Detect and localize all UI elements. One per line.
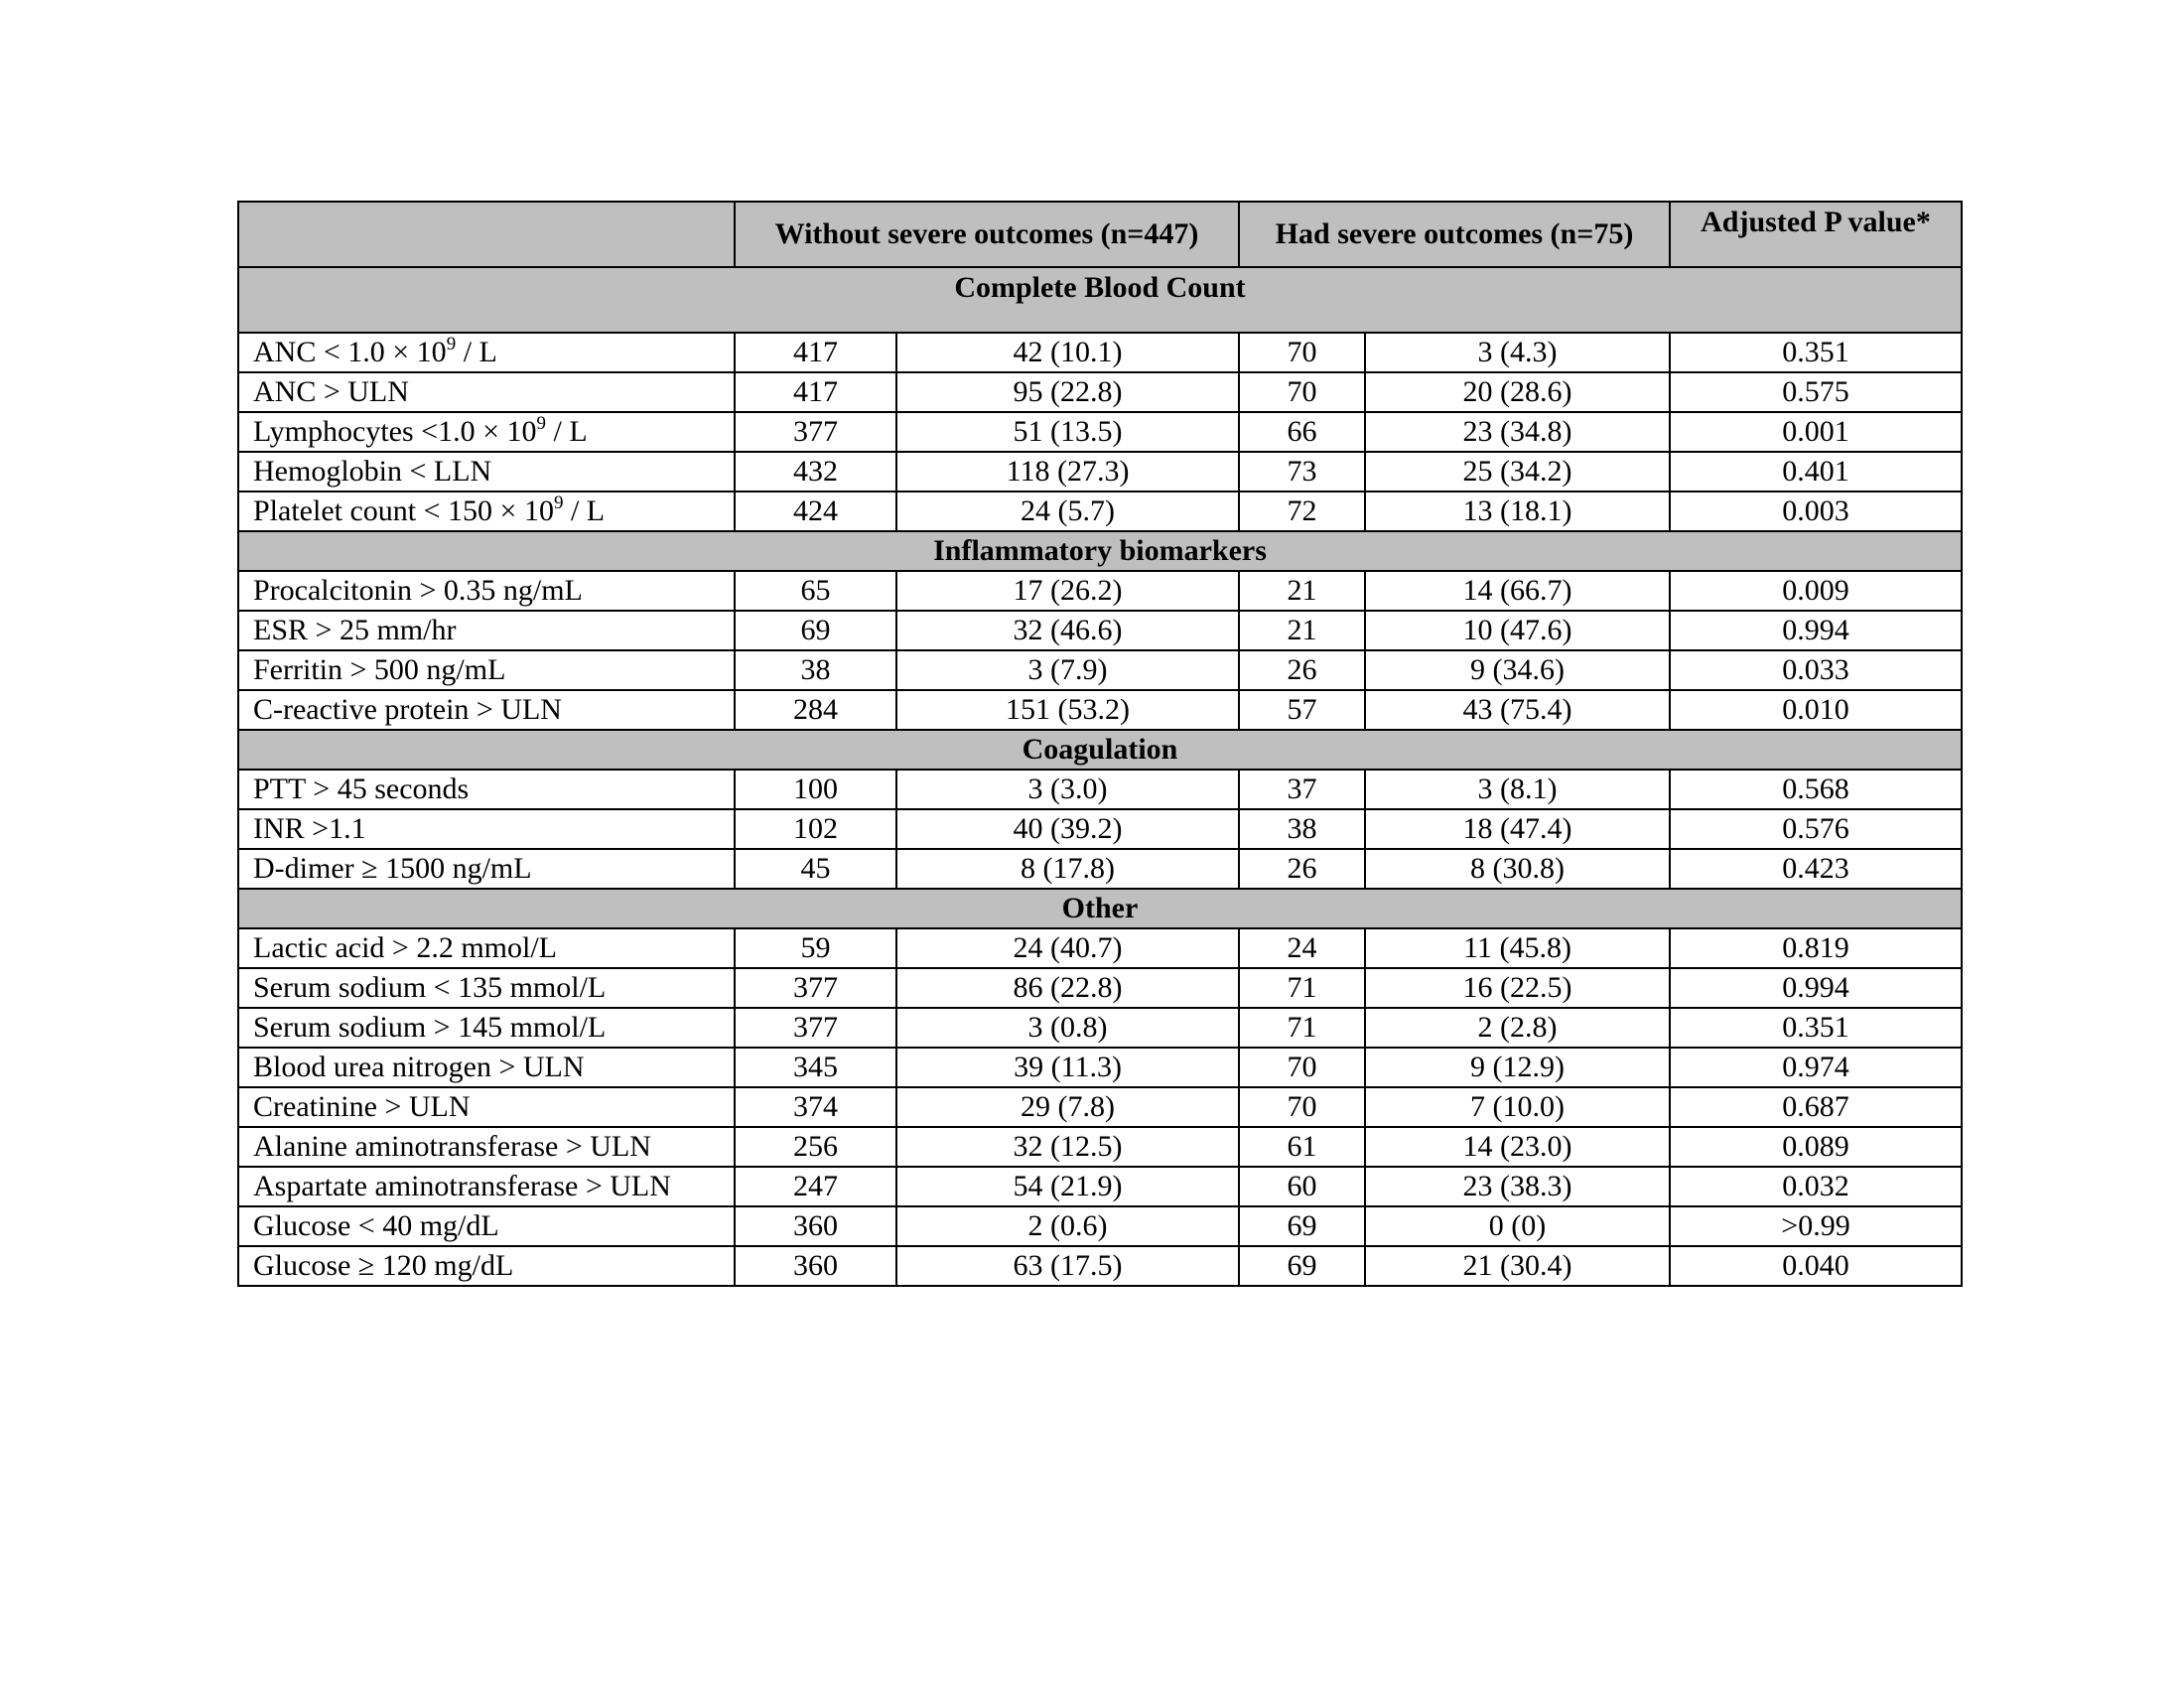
row-label: Alanine aminotransferase > ULN [253,1130,651,1163]
without-count-pct-cell: 54 (21.9) [896,1167,1239,1206]
table-row [238,333,1962,372]
table-row [238,690,1962,730]
without-count-pct-cell: 63 (17.5) [896,1246,1239,1286]
row-label-cell [238,849,735,889]
row-label: Glucose < 40 mg/dL [253,1209,499,1242]
had-n-cell: 70 [1239,333,1365,372]
row-label: ANC > ULN [253,375,409,408]
row-label-unit: / L [563,494,606,527]
row-label-exponent: 9 [536,413,546,434]
row-label: ESR > 25 mm/hr [253,614,457,646]
row-label: Procalcitonin > 0.35 ng/mL [253,574,583,607]
without-n-cell: 69 [735,611,896,650]
table-row [238,372,1962,412]
section-row [238,531,1962,571]
without-n-cell: 360 [735,1206,896,1246]
results-table-container [237,201,1961,1287]
row-label-unit: / L [545,415,588,448]
had-count-pct-cell: 43 (75.4) [1365,690,1670,730]
row-label-cell [238,611,735,650]
table-row [238,650,1962,690]
without-n-cell: 45 [735,849,896,889]
without-n-cell: 377 [735,412,896,452]
without-count-pct-cell: 39 (11.3) [896,1048,1239,1087]
lab-results-table [237,201,1963,1287]
p-value-cell: 0.351 [1670,1008,1962,1048]
table-body [238,267,1962,1286]
without-count-pct-cell: 2 (0.6) [896,1206,1239,1246]
p-value-cell: 0.010 [1670,690,1962,730]
row-label: Platelet count < 150 × 10 [253,494,554,527]
row-label: ANC < 1.0 × 10 [253,336,447,368]
table-row [238,452,1962,492]
row-label: Lymphocytes <1.0 × 10 [253,415,537,448]
section-title: Complete Blood Count [238,267,1962,333]
row-label-cell [238,770,735,809]
had-count-pct-cell: 0 (0) [1365,1206,1670,1246]
without-count-pct-cell: 32 (12.5) [896,1127,1239,1167]
had-n-cell: 70 [1239,1048,1365,1087]
row-label: INR >1.1 [253,812,366,845]
without-n-cell: 417 [735,372,896,412]
had-n-cell: 72 [1239,492,1365,531]
table-row [238,1167,1962,1206]
p-value-cell: 0.032 [1670,1167,1962,1206]
without-n-cell: 374 [735,1087,896,1127]
table-row [238,571,1962,611]
had-n-cell: 26 [1239,650,1365,690]
had-count-pct-cell: 23 (38.3) [1365,1167,1670,1206]
table-header-row [238,202,1962,267]
row-label: Ferritin > 500 ng/mL [253,653,506,686]
row-label-cell [238,690,735,730]
table-row [238,849,1962,889]
section-row [238,267,1962,333]
had-n-cell: 71 [1239,1008,1365,1048]
table-row [238,1206,1962,1246]
section-title: Coagulation [238,730,1962,770]
p-value-cell: 0.576 [1670,809,1962,849]
row-label: Serum sodium > 145 mmol/L [253,1011,607,1044]
table-row [238,770,1962,809]
had-n-cell: 70 [1239,1087,1365,1127]
without-n-cell: 38 [735,650,896,690]
header-label-cell [238,202,735,267]
without-count-pct-cell: 24 (5.7) [896,492,1239,531]
p-value-cell: 0.974 [1670,1048,1962,1087]
had-count-pct-cell: 13 (18.1) [1365,492,1670,531]
had-count-pct-cell: 7 (10.0) [1365,1087,1670,1127]
had-count-pct-cell: 16 (22.5) [1365,968,1670,1008]
p-value-cell: 0.401 [1670,452,1962,492]
without-n-cell: 65 [735,571,896,611]
row-label-cell [238,1008,735,1048]
row-label-cell [238,372,735,412]
without-count-pct-cell: 51 (13.5) [896,412,1239,452]
table-row [238,1048,1962,1087]
row-label-cell [238,412,735,452]
table-row [238,1127,1962,1167]
had-count-pct-cell: 20 (28.6) [1365,372,1670,412]
without-count-pct-cell: 24 (40.7) [896,928,1239,968]
had-count-pct-cell: 8 (30.8) [1365,849,1670,889]
had-count-pct-cell: 14 (66.7) [1365,571,1670,611]
p-value-cell: 0.687 [1670,1087,1962,1127]
row-label: Glucose ≥ 120 mg/dL [253,1249,514,1282]
p-value-cell: 0.033 [1670,650,1962,690]
p-value-cell: 0.819 [1670,928,1962,968]
table-row [238,809,1962,849]
row-label-cell [238,968,735,1008]
p-value-cell: 0.001 [1670,412,1962,452]
without-n-cell: 59 [735,928,896,968]
row-label: Hemoglobin < LLN [253,455,492,488]
header-adjusted-p-value: Adjusted P value* [1670,202,1962,267]
without-n-cell: 432 [735,452,896,492]
row-label: Serum sodium < 135 mmol/L [253,971,607,1004]
without-count-pct-cell: 118 (27.3) [896,452,1239,492]
table-row [238,968,1962,1008]
had-n-cell: 70 [1239,372,1365,412]
p-value-cell: >0.99 [1670,1206,1962,1246]
row-label-cell [238,1127,735,1167]
row-label-unit: / L [456,336,497,368]
row-label-cell [238,809,735,849]
had-count-pct-cell: 18 (47.4) [1365,809,1670,849]
without-n-cell: 377 [735,968,896,1008]
p-value-cell: 0.575 [1670,372,1962,412]
section-row [238,730,1962,770]
p-value-cell: 0.009 [1670,571,1962,611]
p-value-cell: 0.040 [1670,1246,1962,1286]
row-label-cell [238,1087,735,1127]
had-count-pct-cell: 2 (2.8) [1365,1008,1670,1048]
without-n-cell: 284 [735,690,896,730]
without-n-cell: 102 [735,809,896,849]
row-label: C-reactive protein > ULN [253,693,562,726]
row-label: Lactic acid > 2.2 mmol/L [253,931,557,964]
had-n-cell: 21 [1239,611,1365,650]
had-count-pct-cell: 21 (30.4) [1365,1246,1670,1286]
row-label-cell [238,452,735,492]
had-n-cell: 57 [1239,690,1365,730]
had-count-pct-cell: 10 (47.6) [1365,611,1670,650]
without-count-pct-cell: 8 (17.8) [896,849,1239,889]
had-n-cell: 24 [1239,928,1365,968]
row-label: Creatinine > ULN [253,1090,471,1123]
without-count-pct-cell: 3 (0.8) [896,1008,1239,1048]
table-row [238,1087,1962,1127]
had-count-pct-cell: 23 (34.8) [1365,412,1670,452]
row-label-cell [238,1206,735,1246]
row-label-cell [238,650,735,690]
table-row [238,611,1962,650]
p-value-cell: 0.003 [1670,492,1962,531]
row-label-cell [238,1246,735,1286]
had-count-pct-cell: 25 (34.2) [1365,452,1670,492]
had-n-cell: 66 [1239,412,1365,452]
without-n-cell: 360 [735,1246,896,1286]
had-n-cell: 38 [1239,809,1365,849]
without-n-cell: 377 [735,1008,896,1048]
had-n-cell: 21 [1239,571,1365,611]
had-n-cell: 26 [1239,849,1365,889]
row-label-cell [238,1048,735,1087]
without-n-cell: 256 [735,1127,896,1167]
row-label: PTT > 45 seconds [253,773,470,805]
had-n-cell: 60 [1239,1167,1365,1206]
row-label-cell [238,1167,735,1206]
header-had-severe-outcomes: Had severe outcomes (n=75) [1239,202,1670,267]
without-count-pct-cell: 32 (46.6) [896,611,1239,650]
without-n-cell: 424 [735,492,896,531]
row-label: Blood urea nitrogen > ULN [253,1051,585,1083]
table-row [238,928,1962,968]
p-value-cell: 0.994 [1670,968,1962,1008]
p-value-cell: 0.994 [1670,611,1962,650]
section-title: Inflammatory biomarkers [238,531,1962,571]
had-count-pct-cell: 3 (4.3) [1365,333,1670,372]
row-label-exponent: 9 [553,492,564,513]
table-row [238,1008,1962,1048]
without-count-pct-cell: 151 (53.2) [896,690,1239,730]
without-count-pct-cell: 3 (7.9) [896,650,1239,690]
table-row [238,492,1962,531]
had-n-cell: 61 [1239,1127,1365,1167]
had-count-pct-cell: 11 (45.8) [1365,928,1670,968]
row-label: D-dimer ≥ 1500 ng/mL [253,852,532,885]
row-label-exponent: 9 [446,334,457,354]
had-count-pct-cell: 9 (12.9) [1365,1048,1670,1087]
had-n-cell: 73 [1239,452,1365,492]
had-count-pct-cell: 3 (8.1) [1365,770,1670,809]
table-row [238,1246,1962,1286]
row-label-cell [238,571,735,611]
without-count-pct-cell: 95 (22.8) [896,372,1239,412]
header-without-severe-outcomes: Without severe outcomes (n=447) [735,202,1239,267]
without-n-cell: 345 [735,1048,896,1087]
section-title: Other [238,889,1962,928]
row-label-cell [238,333,735,372]
without-count-pct-cell: 42 (10.1) [896,333,1239,372]
section-row [238,889,1962,928]
p-value-cell: 0.423 [1670,849,1962,889]
without-count-pct-cell: 17 (26.2) [896,571,1239,611]
without-n-cell: 417 [735,333,896,372]
without-count-pct-cell: 40 (39.2) [896,809,1239,849]
p-value-cell: 0.089 [1670,1127,1962,1167]
p-value-cell: 0.568 [1670,770,1962,809]
had-n-cell: 69 [1239,1246,1365,1286]
without-count-pct-cell: 3 (3.0) [896,770,1239,809]
had-n-cell: 71 [1239,968,1365,1008]
without-n-cell: 100 [735,770,896,809]
without-count-pct-cell: 86 (22.8) [896,968,1239,1008]
had-count-pct-cell: 9 (34.6) [1365,650,1670,690]
without-n-cell: 247 [735,1167,896,1206]
had-count-pct-cell: 14 (23.0) [1365,1127,1670,1167]
table-row [238,412,1962,452]
row-label: Aspartate aminotransferase > ULN [253,1170,671,1202]
without-count-pct-cell: 29 (7.8) [896,1087,1239,1127]
row-label-cell [238,492,735,531]
had-n-cell: 37 [1239,770,1365,809]
row-label-cell [238,928,735,968]
had-n-cell: 69 [1239,1206,1365,1246]
p-value-cell: 0.351 [1670,333,1962,372]
